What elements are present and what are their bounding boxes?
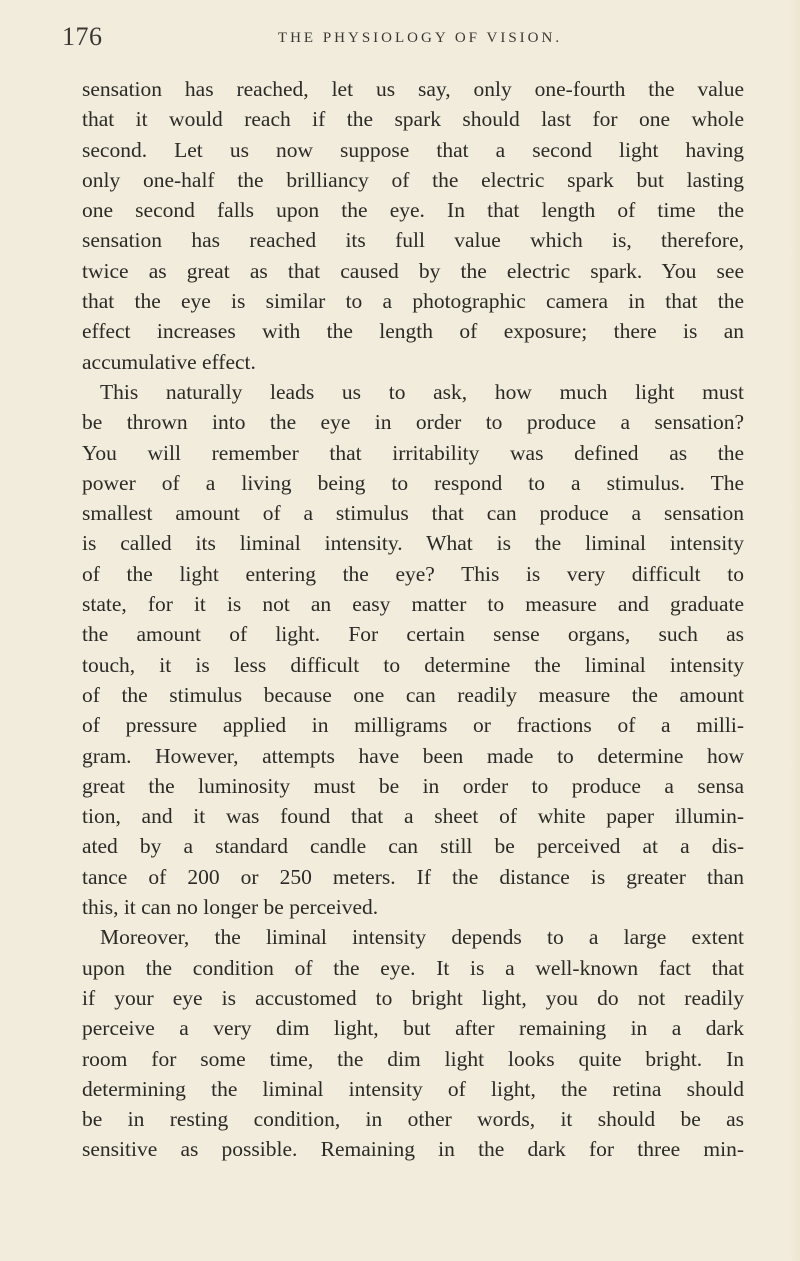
text-line: of the stimulus because one can readily measure the amount — [82, 682, 744, 707]
page-number: 176 — [62, 22, 103, 51]
text-line: this, it can no longer be perceived. — [82, 895, 379, 920]
text-line: be in resting condition, in other words, it should be as — [82, 1107, 744, 1132]
page-edge — [790, 0, 800, 1261]
text-line: gram. However, attempts have been made to determine how — [82, 743, 744, 768]
text-line: effect increases with the length of exposure; there is an — [82, 319, 744, 344]
text-line: You will remember that irritability was defined as the — [82, 440, 744, 465]
text-line: of pressure applied in milligrams or fractions of a milli- — [82, 713, 744, 738]
text-line: second. Let us now suppose that a second light having — [82, 137, 744, 162]
text-line: ated by a standard candle can still be perceived at a dis- — [82, 834, 744, 859]
text-line: sensation has reached, let us say, only one-fourth the value — [82, 77, 744, 101]
text-line: power of a living being to respond to a stimulus. The — [82, 470, 744, 495]
text-line: the amount of light. For certain sense organs, such as — [82, 622, 744, 647]
text-line: of the light entering the eye? This is very difficult to — [82, 561, 744, 586]
text-line: that the eye is similar to a photographic camera in that the — [82, 289, 744, 314]
text-line: be thrown into the eye in order to produce a sensation? — [82, 410, 744, 435]
running-head: THE PHYSIOLOGY OF VISION. — [277, 30, 563, 46]
text-line: great the luminosity must be in order to produce a sensa — [82, 773, 744, 798]
text-line: upon the condition of the eye. It is a well-known fact that — [82, 955, 744, 980]
text-line: sensitive as possible. Remaining in the dark for three min- — [82, 1137, 744, 1162]
text-line: touch, it is less difficult to determine the liminal intensity — [82, 652, 744, 677]
text-line: only one-half the brilliancy of the electric spark but lasting — [82, 167, 744, 192]
text-line: one second falls upon the eye. In that length of time the — [82, 198, 744, 223]
text-line: tance of 200 or 250 meters. If the distance is greater than — [82, 864, 744, 889]
text-line: sensation has reached its full value which is, therefore, — [82, 228, 744, 253]
text-line: if your eye is accustomed to bright light, you do not readily — [82, 985, 744, 1010]
text-line: is called its liminal intensity. What is the liminal intensity — [82, 531, 744, 556]
paragraph-first-line: Moreover, the liminal intensity depends to a large extent — [100, 925, 744, 950]
text-line: state, for it is not an easy matter to measure and graduate — [82, 592, 744, 617]
text-line: determining the liminal intensity of light, the retina should — [82, 1076, 744, 1101]
page-header — [62, 22, 742, 52]
text-line: that it would reach if the spark should last for one whole — [82, 107, 744, 132]
text-line: accumulative effect. — [82, 349, 256, 374]
body-text — [82, 74, 744, 1165]
text-line: smallest amount of a stimulus that can produce a sensation — [82, 501, 744, 526]
text-line: tion, and it was found that a sheet of white paper illumin- — [82, 804, 744, 829]
text-line: twice as great as that caused by the electric spark. You see — [82, 258, 744, 283]
text-line: room for some time, the dim light looks quite bright. In — [82, 1046, 744, 1071]
paragraph-first-line: This naturally leads us to ask, how much light must — [100, 379, 744, 404]
text-line: perceive a very dim light, but after remaining in a dark — [82, 1016, 744, 1041]
